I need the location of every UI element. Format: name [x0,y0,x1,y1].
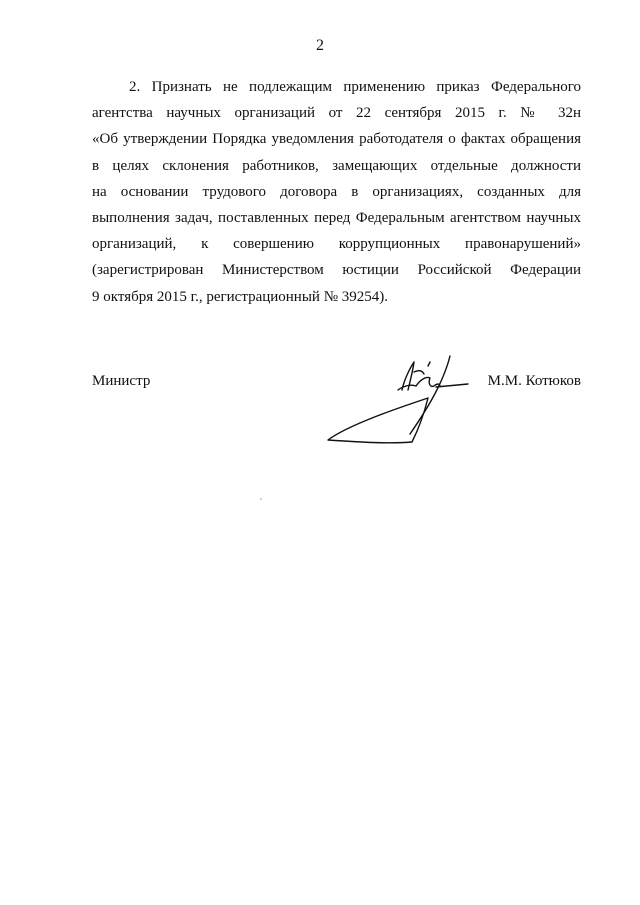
paragraph-line: 2. Признать не подлежащим применению приказ Федерального [129,79,581,95]
paragraph-line: (зарегистрирован Министерством юстиции Российской Федерации [92,262,581,279]
page-number: 2 [316,37,324,54]
paragraph-line: в целях склонения работников, замещающих отдельные должности [92,157,581,174]
paragraph-line: «Об утверждении Порядка уведомления работодателя о фактах обращения [92,131,581,148]
signatory-title: Министр [92,373,151,389]
paragraph-line: 9 октября 2015 г., регистрационный № 39254). [92,288,389,305]
handwritten-signature [318,350,478,450]
paragraph-2 [92,74,581,310]
paragraph-line: на основании трудового договора в организациях, созданных для [92,183,581,200]
signatory-name: М.М. Котюков [487,373,581,389]
scan-speck [260,498,262,500]
paragraph-line: выполнения задач, поставленных перед Федеральным агентством научных [92,209,581,226]
paragraph-line: агентства научных организаций от 22 сентября 2015 г. № 32н [92,105,581,122]
paragraph-line: организаций, к совершению коррупционных правонарушений» [92,236,581,253]
